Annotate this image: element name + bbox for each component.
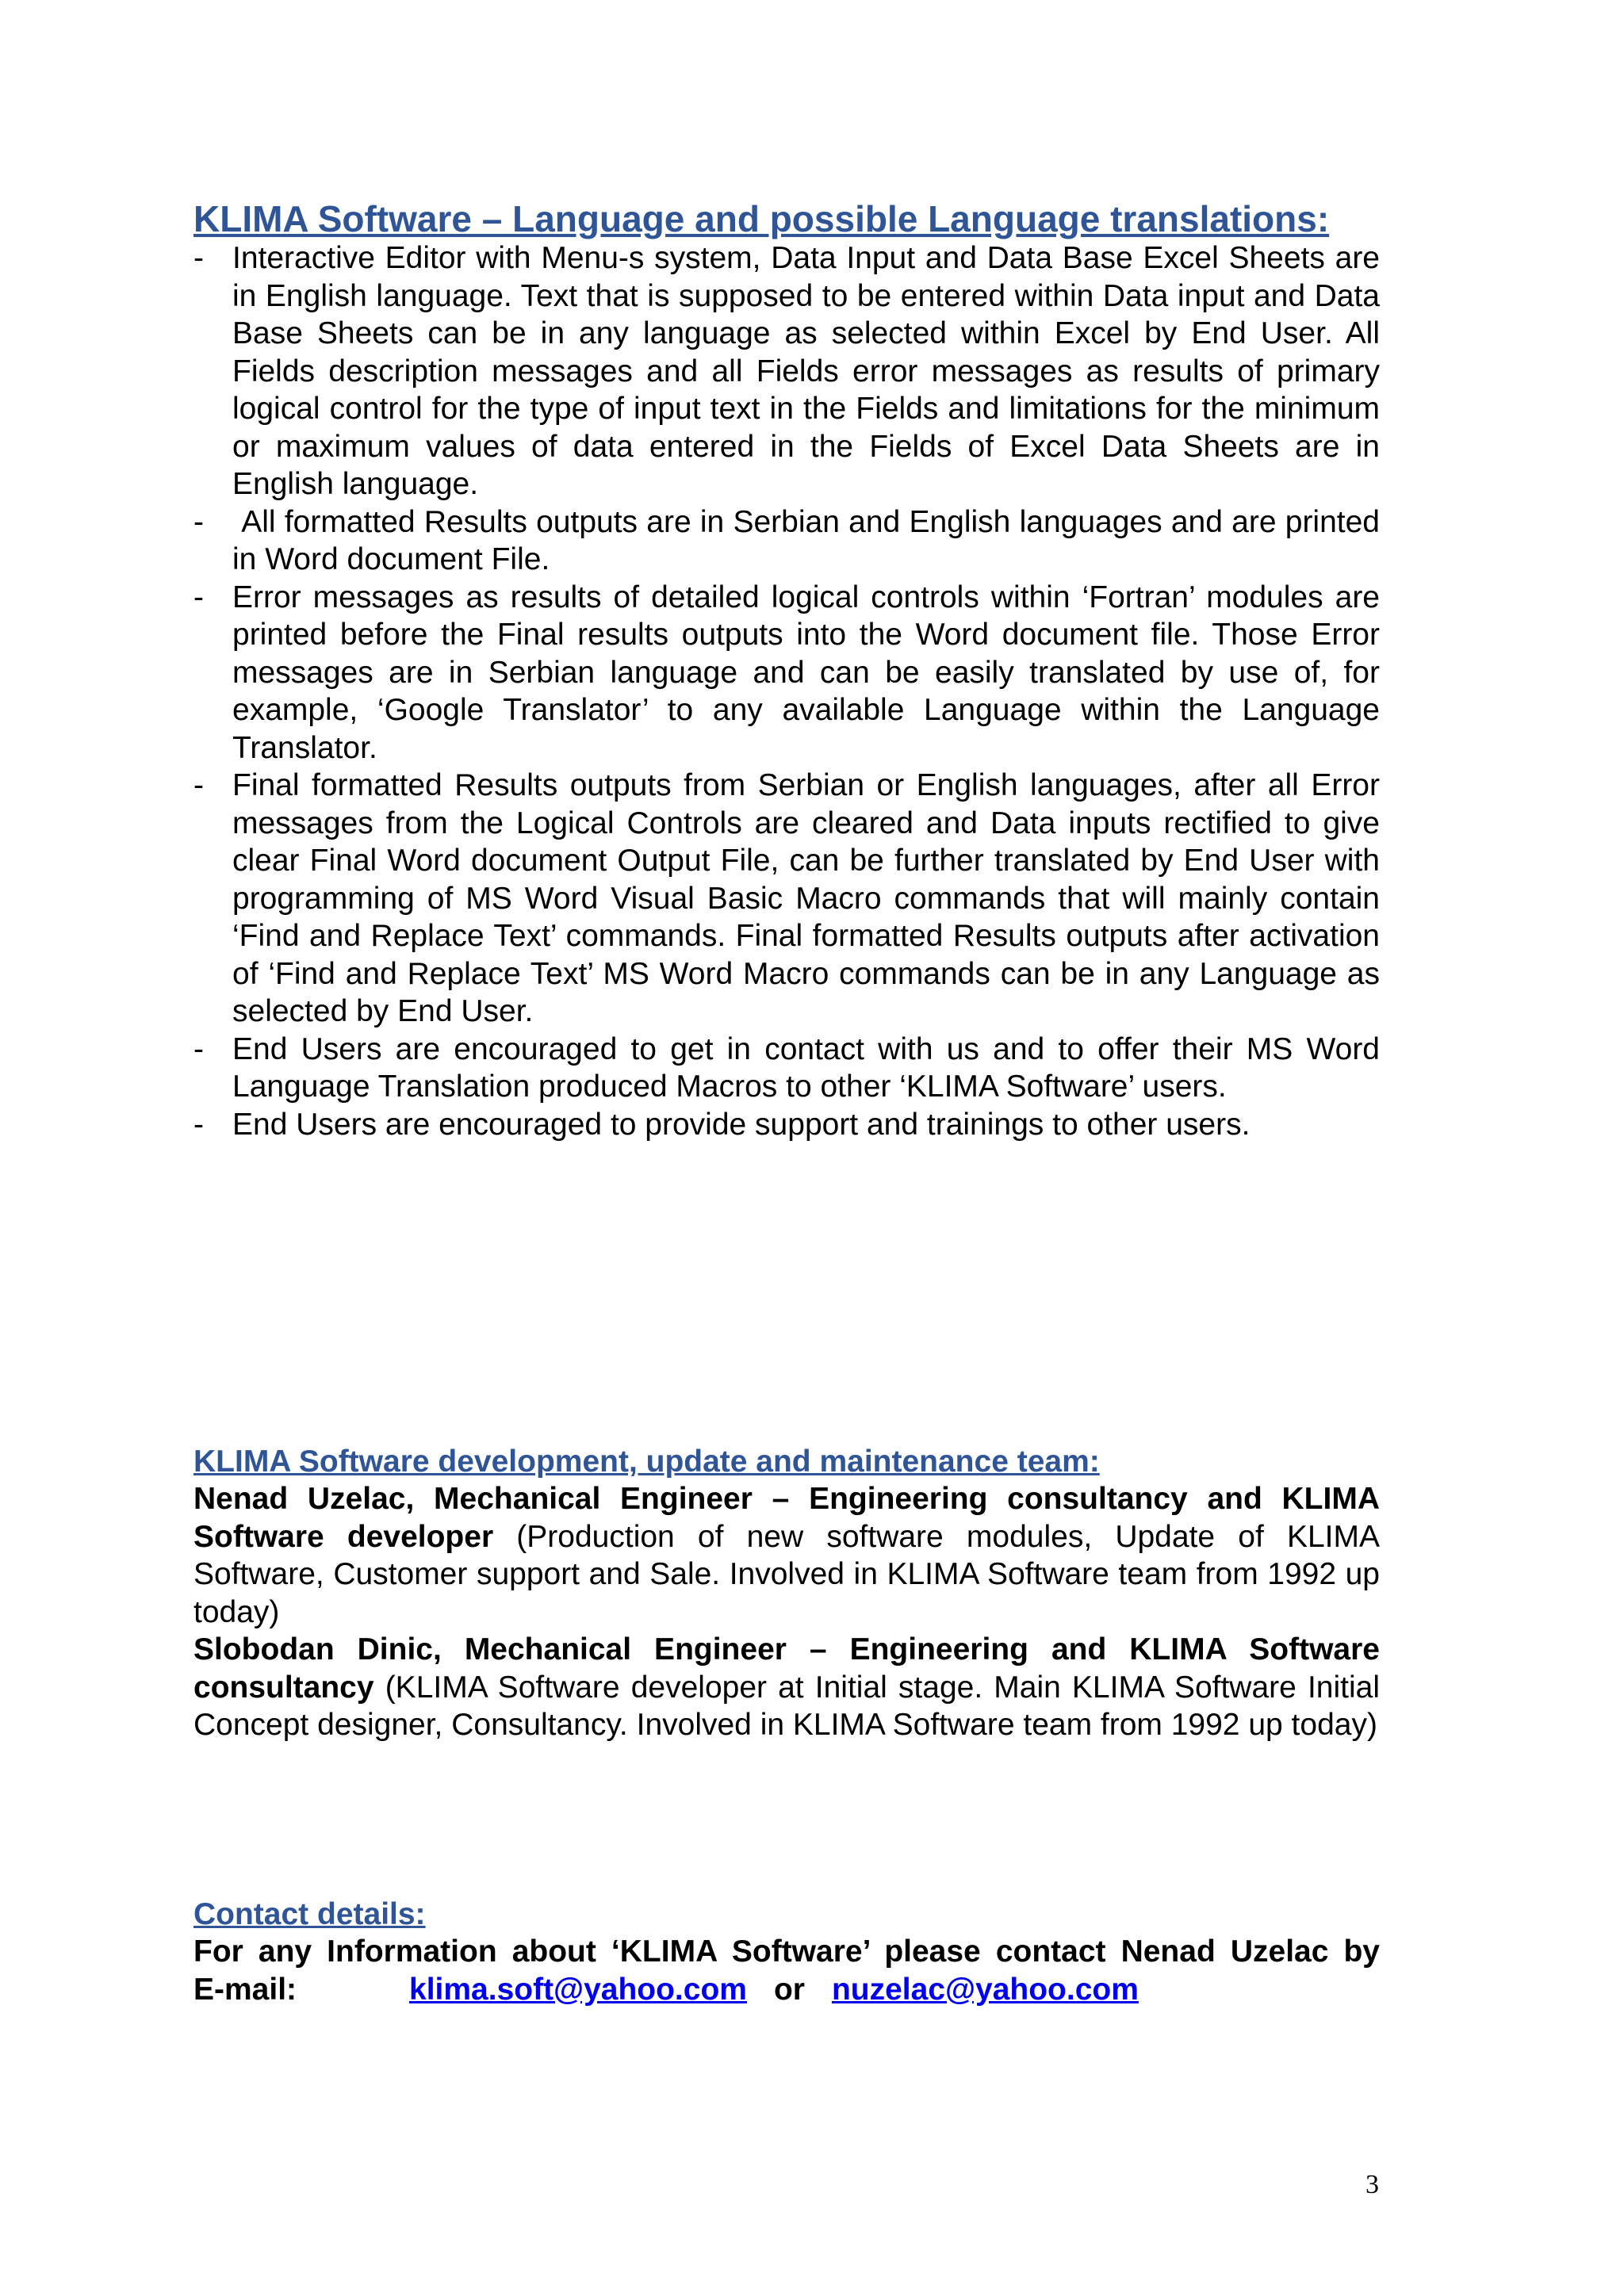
bullet-text: Error messages as results of detailed logical controls within ‘Fortran’ modules are printed before the Final results outputs into the Word document file. Those Error messages are in Serbian language and can be easily translated by use of, for example, ‘Google Translator’ to any available Language within the Language Translator. <box>232 580 1380 765</box>
bullet-item <box>193 767 1380 1031</box>
section-heading-team: KLIMA Software development, update and maintenance team: <box>193 1445 1100 1479</box>
section-heading-language: KLIMA Software – Language and possible Language translations: <box>193 198 1330 239</box>
bullet-item <box>193 579 1380 767</box>
section-heading-contact: Contact details: <box>193 1897 426 1931</box>
bullet-text: Interactive Editor with Menu-s system, Data Input and Data Base Excel Sheets are in English language. Text that is supposed to be entered within Data input and Data Base Sheets can be in any language as selected within Excel by End User. All Fields description messages and all Fields error messages as results of primary logical control for the type of input text in the Fields and limitations for the minimum or maximum values of data entered in the Fields of Excel Data Sheets are in English language. <box>232 241 1380 501</box>
team-member-entry <box>193 1480 1380 1631</box>
team-member-name-title: Slobodan Dinic, Mechanical Engineer – Engineering and KLIMA Software consultancy <box>193 1632 1380 1705</box>
bullet-item <box>193 503 1388 579</box>
or-separator: or <box>773 1972 805 2007</box>
email-link-nuzelac[interactable]: nuzelac@yahoo.com <box>831 1972 1139 2007</box>
team-list <box>193 1480 1380 1744</box>
contact-text: For any Information about ‘KLIMA Software’ please contact Nenad Uzelac by <box>193 1934 1380 1969</box>
team-member-description: (Production of new software modules, Update of KLIMA Software, Customer support and Sale. Involved in KLIMA Software team from 1992 up today) <box>193 1519 1381 1629</box>
bullet-marker: - <box>193 504 204 539</box>
bullet-text: Final formatted Results outputs from Serbian or English languages, after all Error messages from the Logical Controls are cleared and Data inputs rectified to give clear Final Word document Output File, can be further translated by End User with programming of MS Word Visual Basic Macro commands that will mainly contain ‘Find and Replace Text’ commands. Final formatted Results outputs after activation of ‘Find and Replace Text’ MS Word Macro commands can be in any Language as selected by End User. <box>232 768 1380 1028</box>
email-link-klima[interactable]: klima.soft@yahoo.com <box>409 1972 747 2007</box>
bullet-text: End Users are encouraged to provide support and trainings to other users. <box>232 1107 1251 1142</box>
bullet-text: All formatted Results outputs are in Serbian and English languages and are printed in Word document File. <box>232 504 1388 576</box>
bullet-item <box>193 239 1380 503</box>
contact-block <box>193 1933 1380 2008</box>
bullet-item <box>193 1031 1380 1106</box>
email-row <box>193 1971 1380 2009</box>
team-member-name-title: Nenad Uzelac, Mechanical Engineer – Engineering consultancy and KLIMA Software developer <box>193 1482 1380 1554</box>
bullet-item <box>193 1106 1380 1144</box>
bullet-marker: - <box>193 580 204 614</box>
bullet-marker: - <box>193 1107 204 1142</box>
bullet-marker: - <box>193 1031 204 1066</box>
team-member-description: (KLIMA Software developer at Initial stage. Main KLIMA Software Initial Concept designer, Consultancy. Involved in KLIMA Software team from 1992 up today) <box>193 1670 1380 1742</box>
bullet-marker: - <box>193 768 204 802</box>
page-number: 3 <box>1365 2170 1379 2199</box>
email-label: E-mail: <box>193 1972 297 2007</box>
bullet-marker: - <box>193 241 204 275</box>
bullet-text: End Users are encouraged to get in contact with us and to offer their MS Word Language Translation produced Macros to other ‘KLIMA Software’ users. <box>232 1031 1380 1104</box>
team-member-entry <box>193 1631 1380 1744</box>
language-bullet-list <box>193 239 1388 1143</box>
